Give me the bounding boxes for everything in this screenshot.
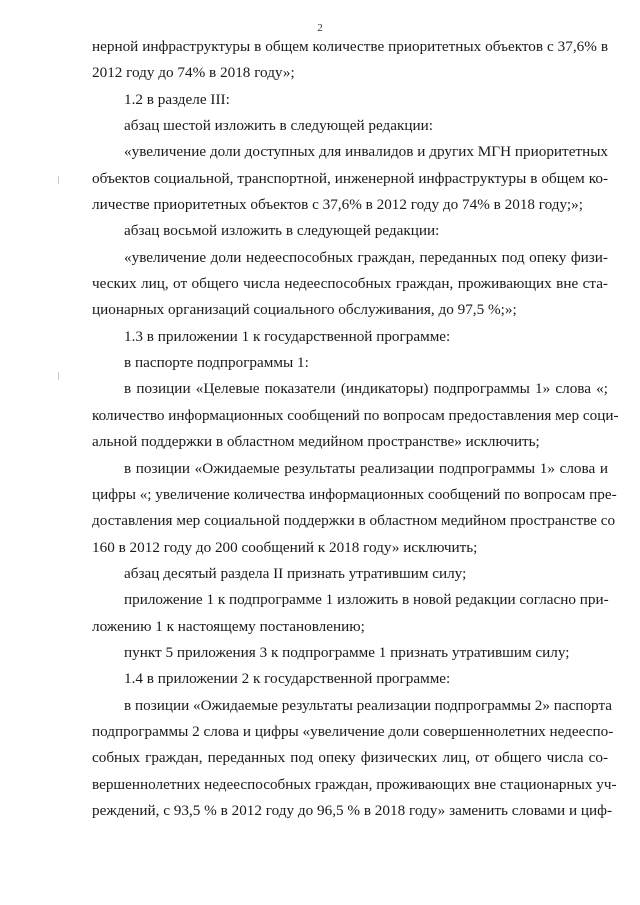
text-line: 160 в 2012 году до 200 сообщений к 2018 году» исключить; [92,538,478,556]
text-line: нерной инфраструктуры в общем количестве приоритетных объектов с 37,6% в [92,38,608,55]
text-line: абзац десятый раздела II признать утратившим силу; [124,564,467,582]
text-line: ческих лиц, от общего числа недееспособных граждан, проживающих вне ста- [92,275,608,293]
text-line: объектов социальной, транспортной, инженерной инфраструктуры в общем ко- [92,169,608,187]
page-number: 2 [317,22,323,34]
text-line: 1.4 в приложении 2 к государственной программе: [124,670,451,688]
text-line: личестве приоритетных объектов с 37,6% в 2012 году до 74% в 2018 году;»; [92,196,583,214]
margin-mark [58,372,59,380]
text-line: собных граждан, переданных под опеку физических лиц, от общего числа со- [92,749,608,767]
text-line: количество информационных сообщений по вопросам предоставления мер соци- [92,406,619,424]
text-line: 1.3 в приложении 1 к государственной программе: [124,327,451,345]
text-line: абзац шестой изложить в следующей редакции: [124,117,433,135]
text-line: ционарных организаций социального обслуживания, до 97,5 %;»; [92,301,517,319]
text-line: абзац восьмой изложить в следующей редакции: [124,222,440,240]
text-line: приложение 1 к подпрограмме 1 изложить в новой редакции согласно при- [124,591,609,609]
text-line: в позиции «Ожидаемые результаты реализации подпрограммы 1» слова и [124,459,608,477]
text-line: реждений, с 93,5 % в 2012 году до 96,5 % в 2018 году» заменить словами и циф- [92,801,613,819]
text-line: в позиции «Целевые показатели (индикаторы) подпрограммы 1» слова «; [124,380,608,398]
text-line: ложению 1 к настоящему постановлению; [92,617,365,635]
text-line: «увеличение доли недееспособных граждан, переданных под опеку физи- [124,248,608,266]
margin-mark [58,176,59,184]
text-line: альной поддержки в областном медийном пространстве» исключить; [92,433,540,451]
text-line: «увеличение доли доступных для инвалидов и других МГН приоритетных [124,143,608,161]
text-line: в паспорте подпрограммы 1: [124,354,309,372]
text-line: 1.2 в разделе III: [124,90,230,108]
text-line: в позиции «Ожидаемые результаты реализации подпрограммы 2» паспорта [124,696,613,714]
text-line: 2012 году до 74% в 2018 году»; [92,64,295,82]
text-line: доставления мер социальной поддержки в областном медийном пространстве со [92,512,616,530]
text-line: подпрограммы 2 слова и цифры «увеличение доли совершеннолетних недееспо- [92,722,614,740]
document-body [92,34,619,824]
text-line: пункт 5 приложения 3 к подпрограмме 1 признать утратившим силу; [124,643,570,661]
text-line: цифры «; увеличение количества информационных сообщений по вопросам пре- [92,485,617,503]
text-line: вершеннолетних недееспособных граждан, проживающих вне стационарных уч- [92,775,617,793]
